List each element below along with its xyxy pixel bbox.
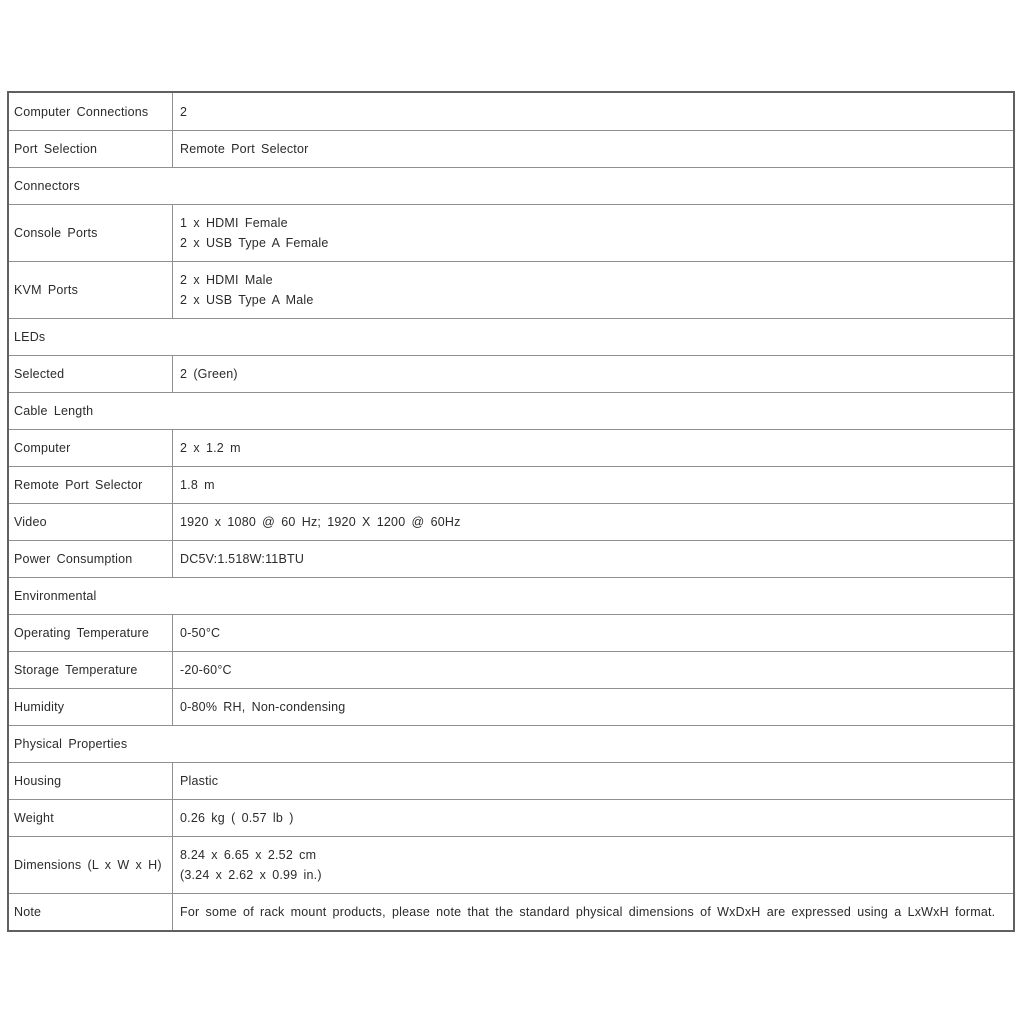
value-line: For some of rack mount products, please note that the standard physical dimensions of WxDxH are expressed using a LxWxH format. xyxy=(180,905,996,919)
row-value xyxy=(173,689,1013,725)
product-spec-table xyxy=(7,91,1015,932)
row-value xyxy=(173,652,1013,688)
table-row xyxy=(9,893,1013,930)
section-row xyxy=(9,392,1013,429)
value-line: 0-50°C xyxy=(180,626,221,640)
row-value xyxy=(173,894,1013,930)
row-label: Note xyxy=(9,894,173,930)
value-line: DC5V:1.518W:11BTU xyxy=(180,552,305,566)
section-row xyxy=(9,318,1013,355)
row-label: Power Consumption xyxy=(9,541,173,577)
table-row xyxy=(9,93,1013,130)
row-value xyxy=(173,800,1013,836)
row-label: Computer xyxy=(9,430,173,466)
table-row xyxy=(9,130,1013,167)
section-label: Connectors xyxy=(14,179,80,193)
table-row xyxy=(9,836,1013,893)
row-label: KVM Ports xyxy=(9,262,173,318)
value-line: (3.24 x 2.62 x 0.99 in.) xyxy=(180,868,322,882)
table-row xyxy=(9,261,1013,318)
section-label: LEDs xyxy=(14,330,46,344)
table-row xyxy=(9,651,1013,688)
value-line: 1.8 m xyxy=(180,478,215,492)
table-row xyxy=(9,614,1013,651)
row-label: Weight xyxy=(9,800,173,836)
row-value xyxy=(173,205,1013,261)
row-label: Operating Temperature xyxy=(9,615,173,651)
value-line: -20-60°C xyxy=(180,663,232,677)
table-row xyxy=(9,799,1013,836)
value-line: 2 x 1.2 m xyxy=(180,441,241,455)
row-value xyxy=(173,93,1013,130)
row-value xyxy=(173,131,1013,167)
value-line: 2 x HDMI Male xyxy=(180,273,273,287)
row-label: Storage Temperature xyxy=(9,652,173,688)
row-value xyxy=(173,430,1013,466)
table-row xyxy=(9,429,1013,466)
row-label: Console Ports xyxy=(9,205,173,261)
table-row xyxy=(9,762,1013,799)
row-value xyxy=(173,763,1013,799)
value-line: 2 x USB Type A Female xyxy=(180,236,329,250)
row-value xyxy=(173,615,1013,651)
table-row xyxy=(9,503,1013,540)
row-label: Video xyxy=(9,504,173,540)
section-row xyxy=(9,725,1013,762)
row-label: Port Selection xyxy=(9,131,173,167)
value-line: 2 x USB Type A Male xyxy=(180,293,314,307)
value-line: 0-80% RH, Non-condensing xyxy=(180,700,346,714)
row-label: Computer Connections xyxy=(9,93,173,130)
row-value xyxy=(173,356,1013,392)
row-label: Remote Port Selector xyxy=(9,467,173,503)
section-label: Physical Properties xyxy=(14,737,128,751)
table-row xyxy=(9,204,1013,261)
row-label: Dimensions (L x W x H) xyxy=(9,837,173,893)
section-row xyxy=(9,577,1013,614)
table-row xyxy=(9,355,1013,392)
value-line: 2 (Green) xyxy=(180,367,238,381)
section-label: Environmental xyxy=(14,589,97,603)
value-line: 2 xyxy=(180,104,188,119)
row-value xyxy=(173,837,1013,893)
value-line: 1920 x 1080 @ 60 Hz; 1920 X 1200 @ 60Hz xyxy=(180,515,461,529)
row-value xyxy=(173,504,1013,540)
value-line: Plastic xyxy=(180,774,219,788)
section-label: Cable Length xyxy=(14,404,94,418)
table-row xyxy=(9,688,1013,725)
value-line: 0.26 kg ( 0.57 lb ) xyxy=(180,811,294,825)
value-line: Remote Port Selector xyxy=(180,142,309,156)
section-row xyxy=(9,167,1013,204)
row-value xyxy=(173,467,1013,503)
table-row xyxy=(9,466,1013,503)
row-label: Selected xyxy=(9,356,173,392)
value-line: 1 x HDMI Female xyxy=(180,216,288,230)
row-value xyxy=(173,541,1013,577)
row-label: Humidity xyxy=(9,689,173,725)
table-row xyxy=(9,540,1013,577)
value-line: 8.24 x 6.65 x 2.52 cm xyxy=(180,848,317,862)
row-value xyxy=(173,262,1013,318)
row-label: Housing xyxy=(9,763,173,799)
